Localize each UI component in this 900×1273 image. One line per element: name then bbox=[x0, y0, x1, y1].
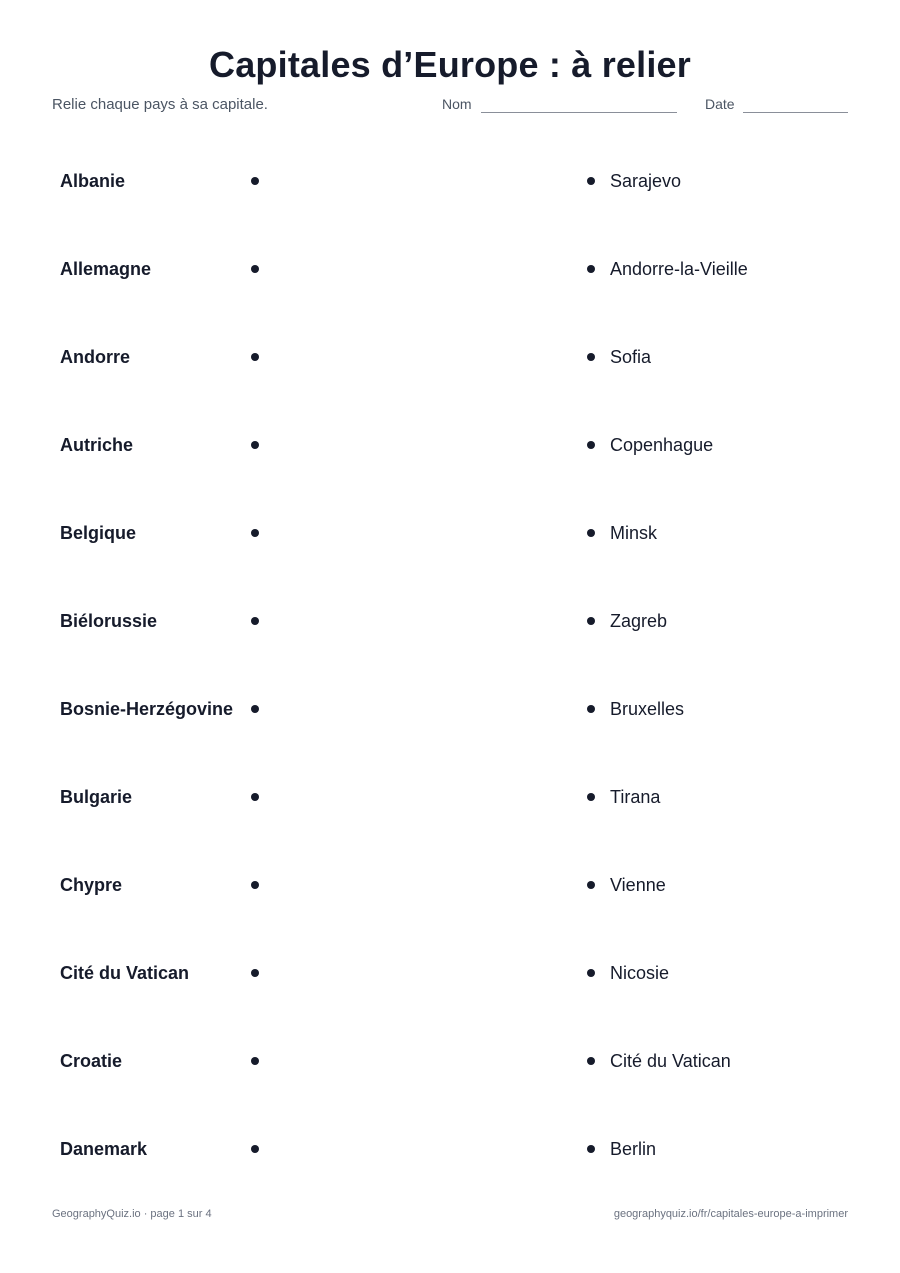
match-row bbox=[0, 782, 900, 812]
match-row bbox=[0, 254, 900, 284]
country-name: Croatie bbox=[60, 1051, 123, 1071]
country-name: Danemark bbox=[60, 1139, 148, 1159]
footer-page-info: GeographyQuiz.io · page 1 sur 4 bbox=[52, 1208, 212, 1220]
country-name: Chypre bbox=[60, 875, 123, 895]
country-name: Biélorussie bbox=[60, 611, 158, 631]
capital-dot[interactable] bbox=[587, 881, 595, 889]
country-dot[interactable] bbox=[251, 1145, 259, 1153]
match-row bbox=[0, 518, 900, 548]
country-name: Bulgarie bbox=[60, 787, 133, 807]
capital-name: Tirana bbox=[610, 787, 661, 807]
capital-name: Vienne bbox=[610, 875, 666, 895]
capital-name: Cité du Vatican bbox=[610, 1051, 731, 1071]
country-dot[interactable] bbox=[251, 529, 259, 537]
capital-dot[interactable] bbox=[587, 441, 595, 449]
capital-dot[interactable] bbox=[587, 969, 595, 977]
page-title: Capitales d’Europe : à relier bbox=[209, 44, 691, 85]
capital-name: Andorre-la-Vieille bbox=[610, 259, 748, 279]
match-row bbox=[0, 430, 900, 460]
capital-dot[interactable] bbox=[587, 705, 595, 713]
match-row bbox=[0, 1046, 900, 1076]
country-name: Bosnie-Herzégovine bbox=[60, 699, 234, 719]
country-dot[interactable] bbox=[251, 881, 259, 889]
country-dot[interactable] bbox=[251, 353, 259, 361]
country-dot[interactable] bbox=[251, 617, 259, 625]
capital-name: Nicosie bbox=[610, 963, 670, 983]
match-row bbox=[0, 958, 900, 988]
country-name: Andorre bbox=[60, 347, 131, 367]
country-name: Albanie bbox=[60, 171, 126, 191]
country-name: Cité du Vatican bbox=[60, 963, 190, 983]
country-dot[interactable] bbox=[251, 441, 259, 449]
capital-name: Minsk bbox=[610, 523, 658, 543]
capital-name: Bruxelles bbox=[610, 699, 685, 719]
capital-name: Zagreb bbox=[610, 611, 668, 631]
capital-dot[interactable] bbox=[587, 1145, 595, 1153]
capital-dot[interactable] bbox=[587, 793, 595, 801]
country-dot[interactable] bbox=[251, 177, 259, 185]
country-name: Allemagne bbox=[60, 259, 152, 279]
capital-name: Copenhague bbox=[610, 435, 714, 455]
country-name: Belgique bbox=[60, 523, 137, 543]
instructions: Relie chaque pays à sa capitale. bbox=[52, 96, 268, 113]
match-row bbox=[0, 1134, 900, 1164]
country-dot[interactable] bbox=[251, 265, 259, 273]
match-row bbox=[0, 606, 900, 636]
name-label: Nom bbox=[442, 96, 472, 112]
capital-name: Berlin bbox=[610, 1139, 657, 1159]
capital-dot[interactable] bbox=[587, 1057, 595, 1065]
capital-dot[interactable] bbox=[587, 529, 595, 537]
country-name: Autriche bbox=[60, 435, 134, 455]
match-row bbox=[0, 870, 900, 900]
country-dot[interactable] bbox=[251, 705, 259, 713]
footer-url: geographyquiz.io/fr/capitales-europe-a-imprimer bbox=[613, 1208, 848, 1220]
match-row bbox=[0, 166, 900, 196]
capital-name: Sofia bbox=[610, 347, 652, 367]
capital-dot[interactable] bbox=[587, 265, 595, 273]
country-dot[interactable] bbox=[251, 793, 259, 801]
country-dot[interactable] bbox=[251, 1057, 259, 1065]
capital-dot[interactable] bbox=[587, 617, 595, 625]
match-row bbox=[0, 342, 900, 372]
date-label: Date bbox=[705, 96, 735, 112]
country-dot[interactable] bbox=[251, 969, 259, 977]
capital-dot[interactable] bbox=[587, 353, 595, 361]
capital-name: Sarajevo bbox=[610, 171, 682, 191]
capital-dot[interactable] bbox=[587, 177, 595, 185]
match-row bbox=[0, 694, 900, 724]
